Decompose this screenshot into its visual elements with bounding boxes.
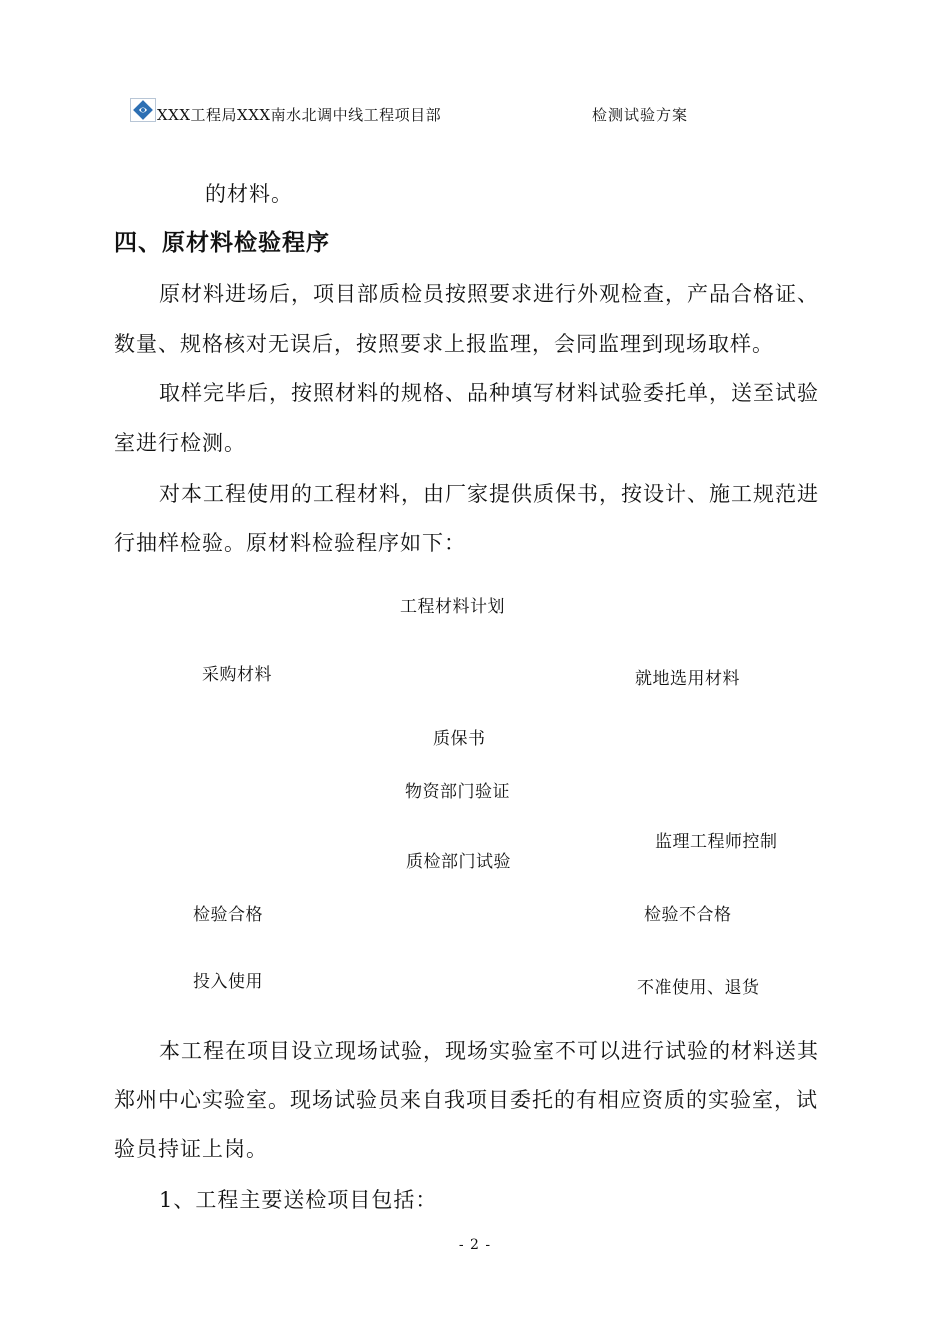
flow-node-plan: 工程材料计划 xyxy=(400,597,505,617)
section-heading: 四、原材料检验程序 xyxy=(114,230,330,256)
flow-node-materials-dept: 物资部门验证 xyxy=(405,782,510,802)
flow-node-fail: 检验不合格 xyxy=(644,905,732,925)
header-organization: XXX工程局XXX南水北调中线工程项目部 xyxy=(157,106,442,124)
paragraph-3-line-1: 对本工程使用的工程材料，由厂家提供质保书，按设计、施工规范进 xyxy=(159,482,819,506)
continuation-text: 的材料。 xyxy=(205,182,293,206)
flow-node-certificate: 质保书 xyxy=(433,729,486,749)
flow-node-reject: 不准使用、退货 xyxy=(637,978,760,998)
flow-node-purchase: 采购材料 xyxy=(202,665,272,685)
paragraph-1-line-1: 原材料进场后，项目部质检员按照要求进行外观检查，产品合格证、 xyxy=(159,282,819,306)
page-number: - 2 - xyxy=(458,1237,492,1253)
company-logo-icon xyxy=(130,98,156,122)
paragraph-2-line-2: 室进行检测。 xyxy=(114,431,246,455)
paragraph-4-line-3: 验员持证上岗。 xyxy=(114,1137,268,1161)
flow-node-local-material: 就地选用材料 xyxy=(635,669,740,689)
paragraph-2-line-1: 取样完毕后，按照材料的规格、品种填写材料试验委托单，送至试验 xyxy=(159,381,819,405)
list-item-1: 1、工程主要送检项目包括： xyxy=(159,1188,438,1212)
paragraph-4-line-2: 郑州中心实验室。现场试验员来自我项目委托的有相应资质的实验室，试 xyxy=(114,1088,818,1112)
flow-node-qc-dept: 质检部门试验 xyxy=(406,852,511,872)
paragraph-4-line-1: 本工程在项目设立现场试验，现场实验室不可以进行试验的材料送其 xyxy=(159,1039,819,1063)
page-header xyxy=(0,0,950,140)
paragraph-3-line-2: 行抽样检验。原材料检验程序如下： xyxy=(114,531,466,555)
header-document-title: 检测试验方案 xyxy=(592,106,689,124)
flow-node-use: 投入使用 xyxy=(193,972,263,992)
flow-node-supervisor: 监理工程师控制 xyxy=(655,832,778,852)
paragraph-1-line-2: 数量、规格核对无误后，按照要求上报监理，会同监理到现场取样。 xyxy=(114,332,774,356)
flow-node-pass: 检验合格 xyxy=(193,905,263,925)
